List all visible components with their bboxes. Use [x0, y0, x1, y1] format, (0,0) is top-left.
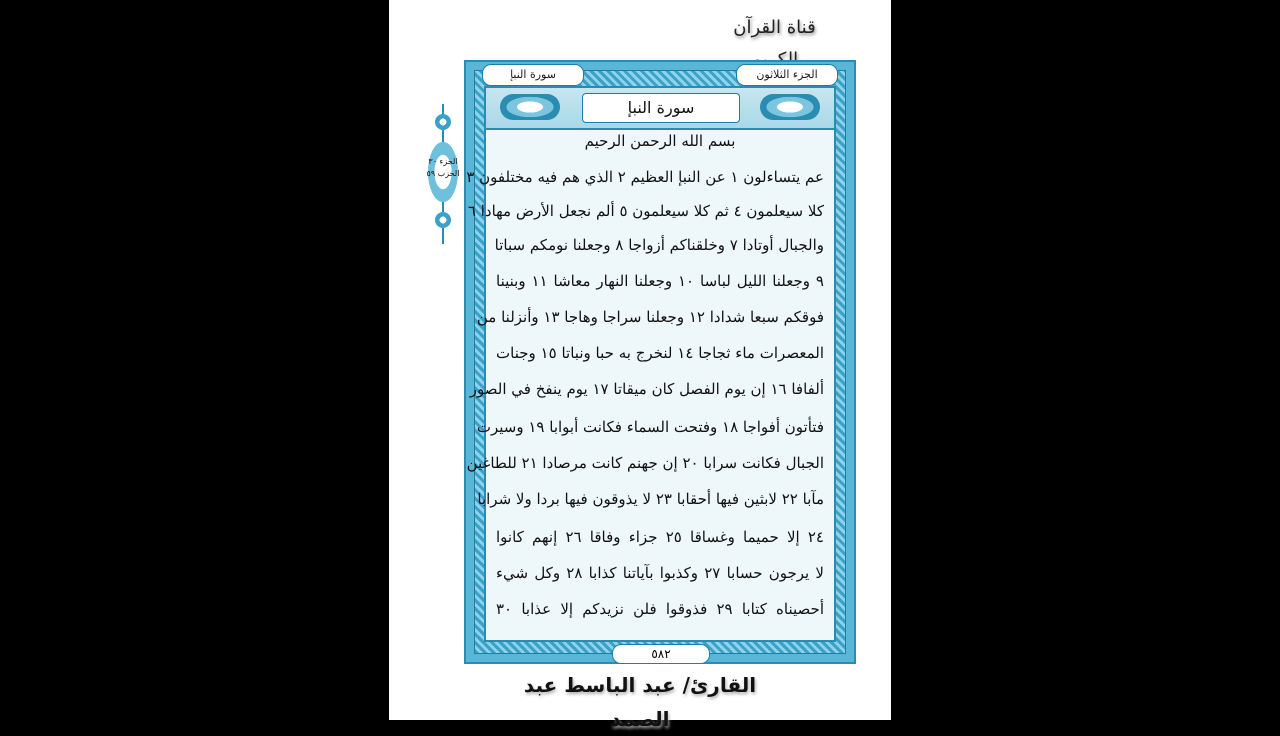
- channel-name: قناة القرآن: [733, 17, 816, 38]
- verse-line: المعصرات ماء ثجاجا ١٤ لنخرج به حبا ونباتا ١٥ وجنات: [496, 344, 824, 362]
- verse-line: فتأتون أفواجا ١٨ وفتحت السماء فكانت أبوابا ١٩ وسيرت: [476, 418, 824, 436]
- verse-line: ٩ وجعلنا الليل لباسا ١٠ وجعلنا النهار معاشا ١١ وبنينا: [496, 272, 824, 290]
- surah-title: سورة النبإ: [582, 93, 740, 123]
- verse-line: الجبال فكانت سرابا ٢٠ إن جهنم كانت مرصادا ٢١ للطاغين: [466, 454, 824, 472]
- reader-name: القارئ/ عبد الباسط عبد الصمد: [523, 673, 757, 731]
- verse-line: فوقكم سبعا شدادا ١٢ وجعلنا سراجا وهاجا ١٣ وأنزلنا من: [476, 308, 824, 326]
- ornament-left-icon: [500, 94, 560, 120]
- verse-line: والجبال أوتادا ٧ وخلقناكم أزواجا ٨ وجعلنا نومكم سباتا: [494, 236, 824, 254]
- verse-line: ٢٤ إلا حميما وغساقا ٢٥ جزاء وفاقا ٢٦ إنهم كانوا: [496, 528, 824, 546]
- surah-header-band: [486, 88, 834, 130]
- verse-line: ألفافا ١٦ إن يوم الفصل كان ميقاتا ١٧ يوم ينفخ في الصور: [469, 380, 824, 398]
- basmala: بسم الله الرحمن الرحيم: [584, 132, 736, 150]
- juz-header-label: الجزء الثلاثون: [736, 64, 838, 86]
- marker-knob-top: [435, 114, 451, 130]
- verse-line: كلا سيعلمون ٤ ثم كلا سيعلمون ٥ ألم نجعل الأرض مهادا ٦: [467, 202, 824, 220]
- ornament-right-icon: [760, 94, 820, 120]
- marker-juz: الجزء ٣٠: [428, 157, 458, 166]
- surah-header-label: سورة النبإ: [482, 64, 584, 86]
- marker-text: [426, 156, 460, 180]
- verse-line: عم يتساءلون ١ عن النبإ العظيم ٢ الذي هم فيه مختلفون ٣: [466, 168, 824, 186]
- marker-knob-bottom: [435, 212, 451, 228]
- juz-hizb-marker: [424, 104, 462, 244]
- verse-line: أحصيناه كتابا ٢٩ فذوقوا فلن نزيدكم إلا عذابا ٣٠: [496, 600, 824, 618]
- verse-line: مآبا ٢٢ لابثين فيها أحقابا ٢٣ لا يذوقون فيها بردا ولا شرابا: [477, 490, 824, 508]
- verse-line: لا يرجون حسابا ٢٧ وكذبوا بآياتنا كذابا ٢٨ وكل شيء: [496, 564, 824, 582]
- text-area: [466, 86, 836, 642]
- page-number: ٥٨٢: [612, 644, 710, 664]
- marker-hizb: الحزب ٥٩: [426, 169, 460, 178]
